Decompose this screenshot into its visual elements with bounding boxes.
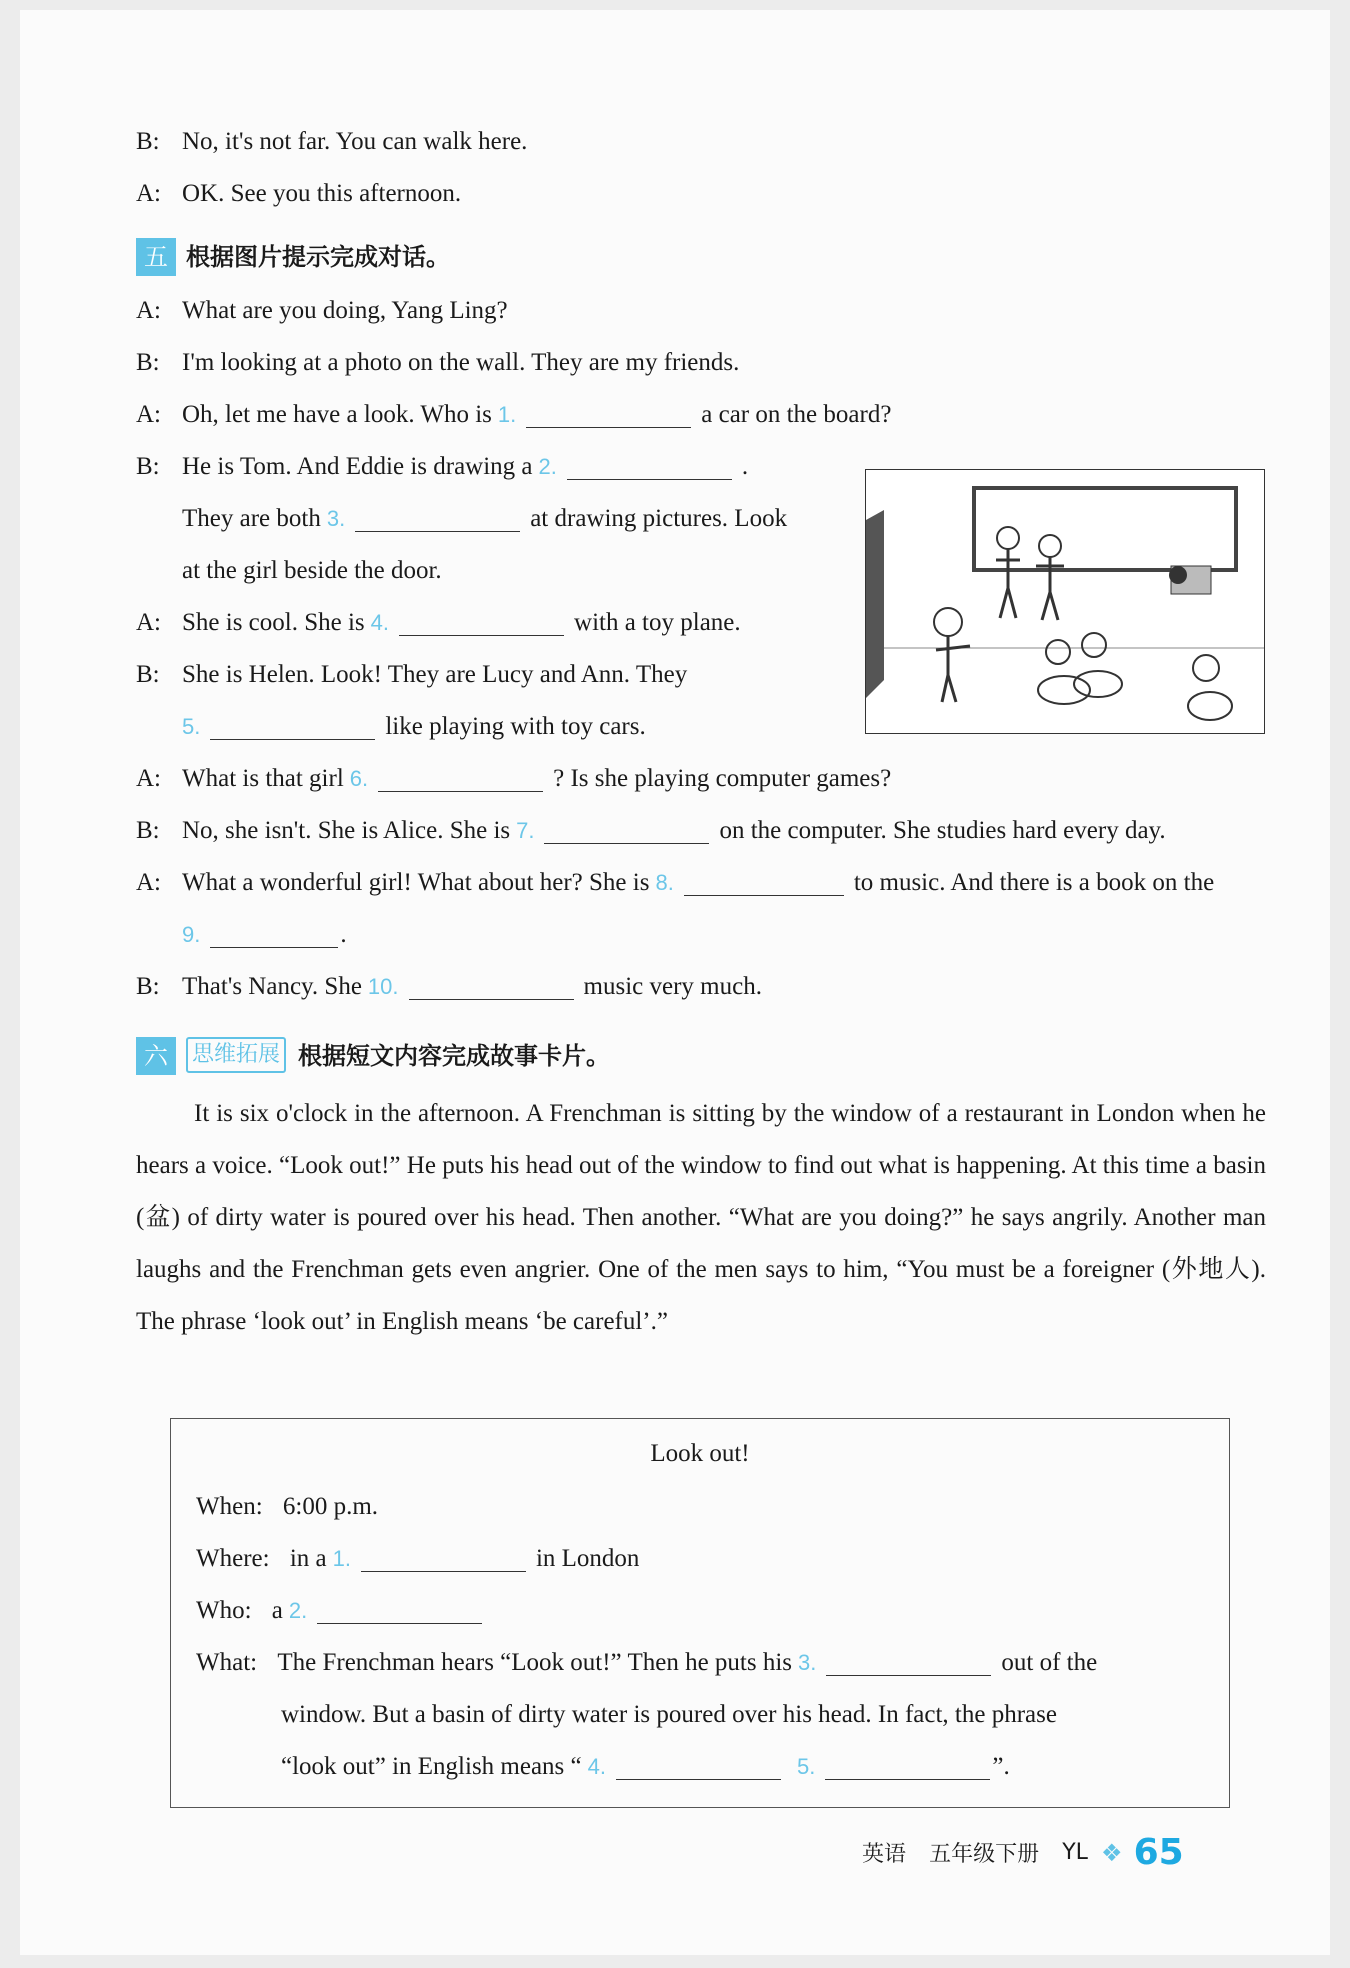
classroom-illustration <box>865 469 1265 734</box>
answer-blank-8[interactable] <box>684 871 844 896</box>
classroom-drawing <box>866 470 1264 733</box>
answer-blank-5[interactable] <box>210 715 375 740</box>
card-blank-1[interactable] <box>361 1547 526 1572</box>
card-blank-2[interactable] <box>317 1599 482 1624</box>
answer-blank-10[interactable] <box>409 975 574 1000</box>
answer-blank-9[interactable] <box>210 923 338 948</box>
section-number-badge: 五 <box>136 238 176 276</box>
page-number: 65 <box>1133 1832 1184 1873</box>
answer-blank-4[interactable] <box>399 611 564 636</box>
story-passage: It is six o'clock in the afternoon. A Frenchman is sitting by the window of a restaurant in London when he hears a voice. “Look out!” He puts his head out of the window to find out what is happening. At this time a basin (盆) of dirty water is poured over his head. Then another. “What are you doing?” he says angrily. Another man laughs and the Frenchman gets even angrier. One of the men says to him, “You must be a foreigner (外地人). The phrase ‘look out’ in English means ‘be careful’.” <box>136 1100 1266 1335</box>
card-blank-4[interactable] <box>616 1755 781 1780</box>
answer-blank-2[interactable] <box>567 455 732 480</box>
section-6-heading: 六 思维拓展 根据短文内容完成故事卡片。 <box>136 1037 610 1075</box>
workbook-page: B: No, it's not far. You can walk here. A: OK. See you this afternoon. 五 根据图片提示完成对话。 A: What are you doing, Yang Ling? B: I'm looking at a photo on the wall. They are my friends. A: Oh, let me have a look. Who is 1. a car on the board? B: He is Tom. And Eddie is drawing a 2. . They are both 3. at drawing pictures. Look at the girl beside the door. A: She is cool. She is 4. with a toy plane. B: She is Helen. Look! They are Lucy and Ann. They 5. like playing with toy cars. A: What is that girl 6. ? Is she playing computer games? B: No, she isn't. She is Alice. She is 7. on the computer. She studies hard every day. A: What a wonderful girl! What about her? She is 8. to music. And there is a book on the 9. . B: That's Nancy. She 10. music very much. 六 思维拓展 根据短文内容完成故事卡片。 It is six o'clock in the afternoon. A Frenchman is sitting by the window of a restaurant in London when he hears a voice. “Look out!” He puts his head out of the window to find out what is happening. At this time a basin (盆) of dirty water is poured over his head. Then another. “What are you doing?” he says angrily. Another man laughs and the Frenchman gets even angrier. One of the men says to him, “You must be a foreigner (外地人). The phrase ‘look out’ in English means ‘be careful’.” Look out! When: 6:00 p.m. Where: in a 1. in London Who: a 2. What: The Frenchman hears “Look out!” Then he puts his 3. out of the window. But a basin of dirty water is poured over his head. In fact, the phrase “look out” in English means “ 4. 5. ”. 英语 五年级下册 YL ❖ 65 <box>20 10 1330 1955</box>
diamond-icon: ❖ <box>1101 1838 1123 1867</box>
card-blank-5[interactable] <box>825 1755 990 1780</box>
answer-blank-1[interactable] <box>526 403 691 428</box>
answer-blank-3[interactable] <box>355 507 520 532</box>
dialogue-line: B: No, it's not far. You can walk here. <box>136 128 528 155</box>
answer-blank-6[interactable] <box>378 767 543 792</box>
card-blank-3[interactable] <box>826 1651 991 1676</box>
dialogue-line: A: OK. See you this afternoon. <box>136 180 462 207</box>
answer-blank-7[interactable] <box>544 819 709 844</box>
thinking-extension-tag: 思维拓展 <box>186 1037 286 1073</box>
section-5-heading: 五 根据图片提示完成对话。 <box>136 238 450 276</box>
story-card: Look out! When: 6:00 p.m. Where: in a 1. in London Who: a 2. What: The Frenchman hears “Look out!” Then he puts his 3. out of the window. But a basin of dirty water is poured over his head. In fact, the phrase “look out” in English means “ 4. 5. ”. <box>170 1418 1230 1808</box>
card-title: Look out! <box>650 1440 750 1467</box>
page-footer: 英语 五年级下册 YL ❖ 65 <box>862 1832 1184 1873</box>
section-number-badge: 六 <box>136 1037 176 1075</box>
